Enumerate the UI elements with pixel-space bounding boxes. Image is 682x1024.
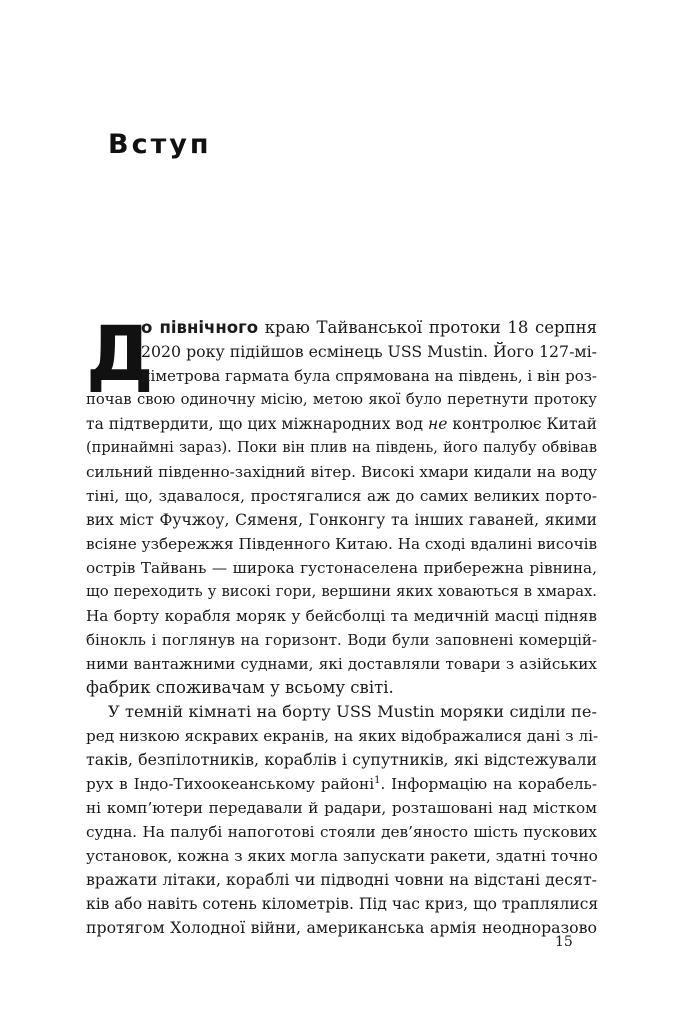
text-line: ків або навіть сотень кілометрів. Під час криз, що траплялися bbox=[86, 895, 599, 913]
page-number: 15 bbox=[555, 934, 573, 950]
text-line: протягом Холодної війни, американська армія неодноразово bbox=[86, 918, 597, 937]
text-line: що переходить у високі гори, вершини яких ховаються в хмарах. bbox=[86, 583, 597, 600]
text-line: ні комп’ютери передавали й радари, розташовані над містком bbox=[86, 799, 597, 817]
text-line: таків, безпілотників, кораблів і супутників, які відстежували bbox=[86, 750, 597, 769]
drop-cap: Д bbox=[86, 309, 154, 398]
chapter-title: Вступ bbox=[108, 129, 212, 160]
text-line: (принаймні зараз). Поки він плив на південь, його палубу обвівав bbox=[86, 440, 597, 456]
text-span: краю Тайванської протоки 18 серпня bbox=[258, 318, 597, 337]
text-line bbox=[141, 316, 597, 340]
text-line: всіяне узбережжя Південного Китаю. На сході вдалині височів bbox=[86, 535, 598, 553]
text-line: установок, кожна з яких могла запускати ракети, здатні точно bbox=[86, 847, 598, 865]
text-line: бінокль і поглянув на горизонт. Води були заповнені комерцій- bbox=[86, 631, 597, 649]
text-line: ними вантажними суднами, які доставляли товари з азійських bbox=[86, 655, 597, 673]
text-line: вражати літаки, кораблі чи підводні човни на відстані десят- bbox=[86, 870, 597, 889]
text-line: У темній кімнаті на борту USS Mustin моряки сиділи пе- bbox=[108, 702, 597, 721]
text-line: вих міст Фучжоу, Сяменя, Гонконгу та інших гаваней, якими bbox=[86, 511, 597, 529]
text-span: рух в Індо-Тихоокеанському районі bbox=[86, 775, 375, 793]
text-span: . Інформацію на корабель- bbox=[380, 775, 598, 793]
footnote-reference[interactable]: 1 bbox=[374, 774, 381, 786]
lead-in-text: о північного bbox=[141, 318, 259, 337]
text-span: контролює Китай bbox=[447, 415, 598, 433]
emphasis-text: не bbox=[428, 415, 448, 433]
text-line: 2020 року підійшов есмінець USS Mustin. Його 127-мі- bbox=[141, 342, 597, 361]
text-line: На борту корабля моряк у бейсболці та медичній масці підняв bbox=[86, 607, 597, 625]
text-line: сильний південно-західний вітер. Високі хмари кидали на воду bbox=[86, 463, 597, 481]
text-line: ред низкою яскравих екранів, на яких відображалися дані з лі- bbox=[86, 727, 599, 745]
text-line: фабрик споживачам у всьому світі. bbox=[86, 678, 394, 697]
text-line: тіні, що, здавалося, простягалися аж до самих великих порто- bbox=[86, 487, 597, 505]
text-line: острів Тайвань — широка густонаселена прибережна рівнина, bbox=[86, 559, 597, 577]
text-line: почав свою одиночну місію, метою якої було перетнути протоку bbox=[86, 391, 597, 408]
text-span: та підтвердити, що цих міжнародних вод bbox=[86, 415, 428, 433]
text-line bbox=[86, 772, 597, 796]
text-line: ліметрова гармата була спрямована на південь, і він роз- bbox=[141, 367, 597, 385]
text-line bbox=[86, 412, 597, 436]
text-line: судна. На палубі напоготові стояли дев’яносто шість пускових bbox=[86, 823, 597, 841]
